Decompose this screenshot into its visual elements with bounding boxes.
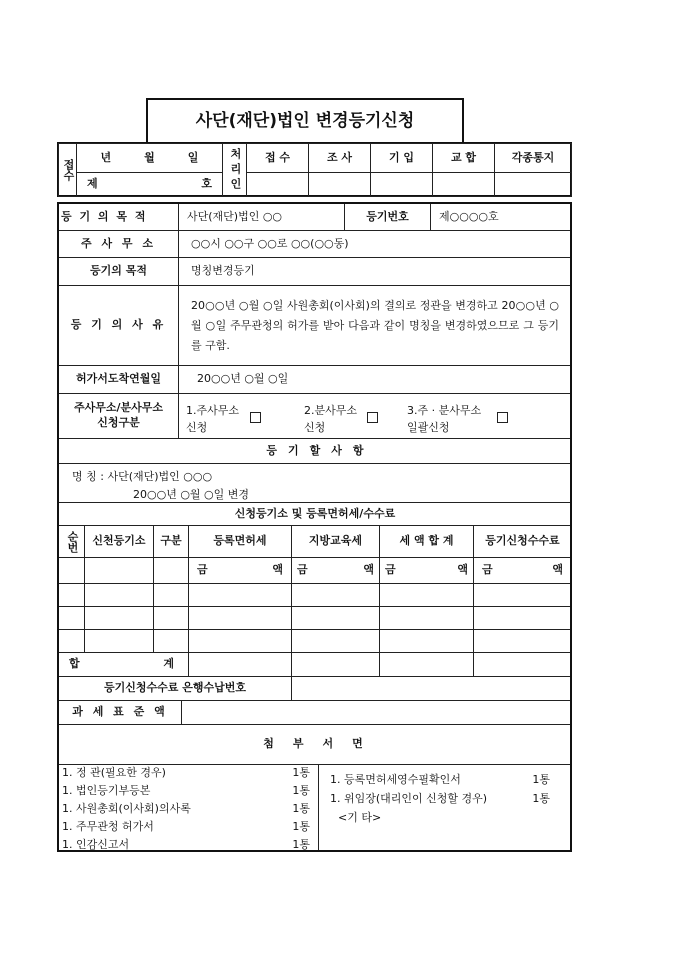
arrival-label: 허가서도착연월일: [58, 365, 179, 394]
form-title: 사단(재단)법인 변경등기신청: [146, 98, 464, 144]
item-name: 1. 정 관(필요한 경우): [62, 766, 166, 779]
fees-col-no: 순번: [58, 525, 85, 558]
reason-text: 20○○년 ○월 ○일 사원총회(이사회)의 결의로 정관을 변경하고 20○○년 ○월 ○일 주무관청의 허가를 받아 다음과 같이 명칭을 변경하였으므로 그 등기를 구함.: [191, 298, 559, 352]
total-l: 합: [69, 657, 80, 671]
item-qty: 1통: [532, 792, 550, 805]
item-qty: 1통: [292, 838, 310, 851]
list-item: [62, 836, 310, 854]
item-qty: 1통: [292, 820, 310, 833]
fees-col-fee: 등기신청수수료: [473, 525, 572, 558]
total-reg-tax[interactable]: [188, 652, 292, 677]
fees-col-total-tax: 세 액 합 계: [379, 525, 474, 558]
fees-col-reg-tax: 등록면허세: [188, 525, 292, 558]
attachments-right-list: [330, 770, 550, 827]
arrival-value[interactable]: 20○○년 ○월 ○일: [178, 365, 572, 394]
purpose-label: 등 기 의 목 적: [58, 203, 179, 231]
tax-base-label: 과 세 표 준 액: [58, 700, 182, 725]
attachments-header: 첨 부 서 면: [58, 724, 572, 765]
reg-no-label: 등기번호: [344, 203, 431, 231]
item-qty: 1통: [292, 766, 310, 779]
total-edu-tax[interactable]: [291, 652, 380, 677]
amount-label: [188, 557, 292, 584]
total-r: 계: [163, 657, 174, 671]
amount-l: 금: [197, 563, 208, 577]
item-qty: 1통: [292, 784, 310, 797]
item-name: 1. 사원총회(이사회)의사록: [62, 802, 191, 815]
option-both: [407, 402, 481, 436]
total-fee[interactable]: [473, 652, 572, 677]
reg-no-value[interactable]: 제○○○○호: [430, 203, 572, 231]
cell: [58, 557, 85, 584]
list-item: [330, 789, 550, 808]
col-notice: 각종통지: [494, 143, 572, 173]
option-branch: [304, 402, 357, 436]
attachments-left-list: [62, 764, 310, 854]
amount-r: 액: [552, 563, 563, 577]
amount-label: [291, 557, 380, 584]
item-name: 1. 법인등기부등본: [62, 784, 151, 797]
total-tax[interactable]: [379, 652, 474, 677]
col-check: 교 합: [432, 143, 495, 173]
office-label: 주 사 무 소: [58, 230, 179, 258]
amount-r: 액: [363, 563, 374, 577]
checkbox-main[interactable]: [250, 412, 261, 423]
tax-base-value[interactable]: [181, 700, 572, 725]
handler-label: 처리인: [222, 143, 247, 197]
option-main-l2: 신청: [186, 421, 208, 434]
option-branch-l1: 2.분사무소: [304, 404, 357, 417]
item-name: 1. 등록면허세영수필확인서: [330, 773, 461, 786]
amount-r: 액: [457, 563, 468, 577]
amount-l: 금: [385, 563, 396, 577]
reason-label: 등 기 의 사 유: [58, 285, 179, 366]
number-prefix: 제: [87, 177, 98, 191]
item-name: 1. 위임장(대리인이 신청할 경우): [330, 792, 488, 805]
item-name: 1. 인감신고서: [62, 838, 130, 851]
col-review: 조 사: [308, 143, 371, 173]
list-item: [62, 800, 310, 818]
review-cell[interactable]: [308, 172, 371, 197]
item-qty: 1통: [532, 773, 550, 786]
type-label: [58, 393, 179, 439]
fees-header: 신청등기소 및 등록면허세/수수료: [58, 502, 572, 526]
cell: [153, 557, 189, 584]
list-item: [62, 818, 310, 836]
total-label: [58, 652, 189, 677]
option-main-l1: 1.주사무소: [186, 404, 239, 417]
list-item: [330, 770, 550, 789]
list-item: [62, 764, 310, 782]
reception-date: 년 월 일: [76, 143, 223, 173]
matters-header: 등 기 할 사 항: [58, 438, 572, 464]
purpose-value[interactable]: 사단(재단)법인 ○○: [178, 203, 345, 231]
item-qty: 1통: [292, 802, 310, 815]
list-item: [62, 782, 310, 800]
bank-no-value[interactable]: [291, 676, 572, 701]
entry-cell[interactable]: [370, 172, 433, 197]
purpose2-value[interactable]: 명칭변경등기: [178, 257, 572, 286]
reception-number: [76, 172, 223, 197]
matters-line1: 명 칭 : 사단(재단)법인 ○○○: [72, 470, 213, 483]
other-label: <기 타>: [338, 811, 382, 824]
option-both-l2: 일괄신청: [407, 421, 450, 434]
purpose2-label: 등기의 목적: [58, 257, 179, 286]
notice-cell[interactable]: [494, 172, 572, 197]
matters-line2: 20○○년 ○월 ○일 변경: [133, 488, 250, 501]
reception-label: 접수: [58, 143, 77, 197]
col-entry: 기 입: [370, 143, 433, 173]
bank-no-label: 등기신청수수료 은행수납번호: [58, 676, 292, 701]
reason-value[interactable]: [178, 285, 572, 366]
cell: [84, 557, 154, 584]
fees-col-type: 구분: [153, 525, 189, 558]
type-label-2: 신청구분: [97, 416, 140, 429]
receipt-cell[interactable]: [246, 172, 309, 197]
item-name: 1. 주무관청 허가서: [62, 820, 154, 833]
checkbox-both[interactable]: [497, 412, 508, 423]
fees-col-edu-tax: 지방교육세: [291, 525, 380, 558]
fees-col-office: 신천등기소: [84, 525, 154, 558]
type-label-1: 주사무소/분사무소: [73, 401, 164, 415]
office-value[interactable]: ○○시 ○○구 ○○로 ○○(○○동): [178, 230, 572, 258]
number-suffix: 호: [201, 177, 212, 191]
amount-label: [473, 557, 572, 584]
checkbox-branch[interactable]: [367, 412, 378, 423]
amount-l: 금: [482, 563, 493, 577]
amount-l: 금: [297, 563, 308, 577]
option-branch-l2: 신청: [304, 421, 326, 434]
option-both-l1: 3.주 · 분사무소: [407, 404, 482, 417]
check-cell[interactable]: [432, 172, 495, 197]
amount-label: [379, 557, 474, 584]
amount-r: 액: [272, 563, 283, 577]
col-receipt: 접 수: [246, 143, 309, 173]
option-main: [186, 402, 239, 436]
